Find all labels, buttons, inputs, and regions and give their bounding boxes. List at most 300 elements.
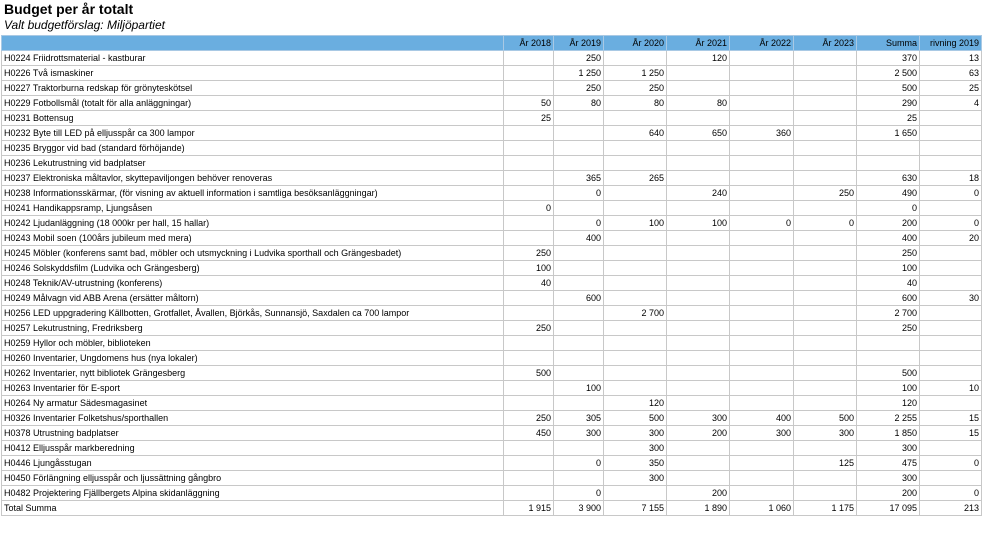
table-cell: 80 bbox=[554, 96, 604, 111]
table-cell: 1 250 bbox=[604, 66, 667, 81]
table-cell bbox=[730, 366, 794, 381]
table-row bbox=[2, 456, 982, 471]
table-cell bbox=[604, 156, 667, 171]
table-cell bbox=[667, 306, 730, 321]
table-cell: 0 bbox=[920, 486, 982, 501]
table-cell: 250 bbox=[504, 246, 554, 261]
table-cell: 350 bbox=[604, 456, 667, 471]
total-cell: 213 bbox=[920, 501, 982, 516]
table-cell: 200 bbox=[667, 486, 730, 501]
table-cell: 15 bbox=[920, 426, 982, 441]
table-cell bbox=[604, 321, 667, 336]
table-cell: 13 bbox=[920, 51, 982, 66]
table-cell bbox=[604, 141, 667, 156]
table-cell bbox=[794, 351, 857, 366]
table-cell: 490 bbox=[857, 186, 920, 201]
table-cell: 630 bbox=[857, 171, 920, 186]
table-row bbox=[2, 336, 982, 351]
page-title: Budget per år totalt bbox=[4, 1, 134, 17]
table-cell bbox=[667, 66, 730, 81]
table-cell bbox=[667, 396, 730, 411]
row-label: H0257 Lekutrustning, Fredriksberg bbox=[2, 321, 504, 336]
table-cell bbox=[504, 381, 554, 396]
table-cell bbox=[920, 276, 982, 291]
table-cell bbox=[730, 351, 794, 366]
table-cell bbox=[667, 291, 730, 306]
table-cell bbox=[504, 471, 554, 486]
table-cell bbox=[730, 276, 794, 291]
row-label: H0241 Handikappsramp, Ljungsåsen bbox=[2, 201, 504, 216]
column-header-2023: År 2023 bbox=[794, 36, 857, 51]
table-row bbox=[2, 201, 982, 216]
table-cell: 1 850 bbox=[857, 426, 920, 441]
table-row bbox=[2, 306, 982, 321]
table-cell bbox=[667, 171, 730, 186]
row-label: H0256 LED uppgradering Källbotten, Grotfallet, Åvallen, Björkås, Sunnansjö, Saxdalen ca 700 lampor bbox=[2, 306, 504, 321]
row-label: H0245 Möbler (konferens samt bad, möbler och utsmyckning i Ludvika sporthall och Grängesbadet) bbox=[2, 246, 504, 261]
column-header-2021: År 2021 bbox=[667, 36, 730, 51]
table-row bbox=[2, 351, 982, 366]
table-cell bbox=[667, 381, 730, 396]
table-cell bbox=[920, 396, 982, 411]
row-label: H0226 Två ismaskiner bbox=[2, 66, 504, 81]
table-row bbox=[2, 81, 982, 96]
table-cell bbox=[857, 336, 920, 351]
table-cell: 300 bbox=[730, 426, 794, 441]
table-cell bbox=[604, 486, 667, 501]
table-cell bbox=[667, 246, 730, 261]
total-cell: 17 095 bbox=[857, 501, 920, 516]
table-cell: 100 bbox=[604, 216, 667, 231]
table-cell bbox=[667, 201, 730, 216]
table-cell bbox=[604, 246, 667, 261]
table-cell: 300 bbox=[604, 441, 667, 456]
column-header-2022: År 2022 bbox=[730, 36, 794, 51]
table-row bbox=[2, 426, 982, 441]
table-cell bbox=[730, 156, 794, 171]
table-cell bbox=[794, 366, 857, 381]
table-row bbox=[2, 396, 982, 411]
table-cell: 15 bbox=[920, 411, 982, 426]
table-cell bbox=[554, 246, 604, 261]
table-cell: 500 bbox=[794, 411, 857, 426]
table-cell bbox=[730, 66, 794, 81]
table-cell: 40 bbox=[504, 276, 554, 291]
total-label: Total Summa bbox=[2, 501, 504, 516]
table-cell bbox=[604, 336, 667, 351]
row-label: H0263 Inventarier för E-sport bbox=[2, 381, 504, 396]
table-cell bbox=[730, 141, 794, 156]
table-row bbox=[2, 231, 982, 246]
table-cell: 2 700 bbox=[604, 306, 667, 321]
table-cell: 300 bbox=[554, 426, 604, 441]
table-cell: 240 bbox=[667, 186, 730, 201]
table-cell: 250 bbox=[857, 246, 920, 261]
table-cell: 250 bbox=[794, 186, 857, 201]
table-cell bbox=[667, 261, 730, 276]
table-cell bbox=[794, 291, 857, 306]
table-row bbox=[2, 246, 982, 261]
table-cell bbox=[730, 261, 794, 276]
table-row bbox=[2, 216, 982, 231]
row-label: H0260 Inventarier, Ungdomens hus (nya lokaler) bbox=[2, 351, 504, 366]
table-cell bbox=[920, 471, 982, 486]
table-cell bbox=[504, 291, 554, 306]
table-cell bbox=[730, 321, 794, 336]
table-cell bbox=[504, 486, 554, 501]
table-cell: 500 bbox=[504, 366, 554, 381]
table-cell bbox=[504, 186, 554, 201]
table-cell bbox=[730, 456, 794, 471]
table-cell: 100 bbox=[857, 261, 920, 276]
table-cell bbox=[554, 351, 604, 366]
row-label: H0227 Traktorburna redskap för grönyteskötsel bbox=[2, 81, 504, 96]
total-cell: 1 890 bbox=[667, 501, 730, 516]
table-cell bbox=[667, 441, 730, 456]
table-header-row bbox=[2, 36, 982, 51]
table-cell: 365 bbox=[554, 171, 604, 186]
row-label: H0248 Teknik/AV-utrustning (konferens) bbox=[2, 276, 504, 291]
table-row bbox=[2, 186, 982, 201]
table-cell bbox=[504, 306, 554, 321]
table-cell: 0 bbox=[920, 186, 982, 201]
table-cell bbox=[794, 126, 857, 141]
total-row bbox=[2, 501, 982, 516]
table-row bbox=[2, 261, 982, 276]
table-cell bbox=[794, 201, 857, 216]
table-cell bbox=[730, 96, 794, 111]
table-cell bbox=[920, 366, 982, 381]
table-row bbox=[2, 66, 982, 81]
table-row bbox=[2, 471, 982, 486]
row-label: H0246 Solskyddsfilm (Ludvika och Grängesberg) bbox=[2, 261, 504, 276]
table-cell bbox=[794, 441, 857, 456]
table-cell bbox=[794, 96, 857, 111]
table-cell bbox=[730, 246, 794, 261]
table-cell bbox=[554, 276, 604, 291]
budget-table bbox=[1, 35, 982, 516]
table-cell bbox=[920, 141, 982, 156]
table-cell bbox=[920, 336, 982, 351]
table-cell bbox=[504, 156, 554, 171]
table-cell bbox=[730, 231, 794, 246]
table-cell: 370 bbox=[857, 51, 920, 66]
table-cell: 20 bbox=[920, 231, 982, 246]
table-cell bbox=[794, 171, 857, 186]
table-cell: 100 bbox=[667, 216, 730, 231]
table-row bbox=[2, 51, 982, 66]
table-cell: 40 bbox=[857, 276, 920, 291]
table-cell: 0 bbox=[504, 201, 554, 216]
table-cell: 80 bbox=[604, 96, 667, 111]
table-cell bbox=[554, 471, 604, 486]
table-cell bbox=[794, 276, 857, 291]
table-cell bbox=[730, 186, 794, 201]
table-cell: 300 bbox=[857, 441, 920, 456]
row-label: H0235 Bryggor vid bad (standard förhöjande) bbox=[2, 141, 504, 156]
table-cell bbox=[920, 156, 982, 171]
table-cell: 475 bbox=[857, 456, 920, 471]
table-row bbox=[2, 411, 982, 426]
budget-proposal-subtitle: Valt budgetförslag: Miljöpartiet bbox=[4, 18, 165, 32]
table-cell bbox=[554, 156, 604, 171]
table-cell: 250 bbox=[504, 411, 554, 426]
table-cell: 120 bbox=[604, 396, 667, 411]
table-cell: 0 bbox=[554, 486, 604, 501]
table-cell: 100 bbox=[504, 261, 554, 276]
table-cell: 0 bbox=[730, 216, 794, 231]
row-label: H0259 Hyllor och möbler, biblioteken bbox=[2, 336, 504, 351]
column-header-2018: År 2018 bbox=[504, 36, 554, 51]
row-label: H0378 Utrustning badplatser bbox=[2, 426, 504, 441]
table-cell bbox=[920, 441, 982, 456]
table-cell bbox=[794, 141, 857, 156]
table-cell bbox=[730, 306, 794, 321]
table-cell: 250 bbox=[604, 81, 667, 96]
column-header-2019: År 2019 bbox=[554, 36, 604, 51]
table-cell bbox=[504, 231, 554, 246]
table-cell bbox=[730, 111, 794, 126]
table-cell bbox=[794, 306, 857, 321]
table-cell bbox=[604, 381, 667, 396]
table-cell: 0 bbox=[554, 216, 604, 231]
table-cell bbox=[730, 81, 794, 96]
table-cell: 600 bbox=[857, 291, 920, 306]
table-cell bbox=[504, 396, 554, 411]
table-row bbox=[2, 276, 982, 291]
table-cell bbox=[554, 261, 604, 276]
table-cell bbox=[794, 336, 857, 351]
table-cell: 1 250 bbox=[554, 66, 604, 81]
table-cell bbox=[504, 216, 554, 231]
table-cell bbox=[794, 321, 857, 336]
column-header-2020: År 2020 bbox=[604, 36, 667, 51]
table-cell bbox=[730, 471, 794, 486]
table-cell bbox=[794, 51, 857, 66]
table-row bbox=[2, 96, 982, 111]
table-cell bbox=[504, 351, 554, 366]
table-cell: 400 bbox=[857, 231, 920, 246]
table-cell: 25 bbox=[857, 111, 920, 126]
table-cell bbox=[730, 201, 794, 216]
table-cell bbox=[667, 81, 730, 96]
total-cell: 3 900 bbox=[554, 501, 604, 516]
table-row bbox=[2, 156, 982, 171]
total-cell: 1 915 bbox=[504, 501, 554, 516]
table-cell bbox=[604, 351, 667, 366]
table-cell bbox=[730, 51, 794, 66]
table-cell: 80 bbox=[667, 96, 730, 111]
table-cell: 10 bbox=[920, 381, 982, 396]
table-row bbox=[2, 111, 982, 126]
table-cell bbox=[554, 111, 604, 126]
table-cell: 0 bbox=[554, 456, 604, 471]
table-cell bbox=[667, 141, 730, 156]
row-label: H0242 Ljudanläggning (18 000kr per hall, 15 hallar) bbox=[2, 216, 504, 231]
table-cell bbox=[920, 351, 982, 366]
total-cell: 7 155 bbox=[604, 501, 667, 516]
table-cell: 18 bbox=[920, 171, 982, 186]
column-header-avskrivning-2019: rivning 2019 bbox=[920, 36, 982, 51]
table-cell bbox=[604, 291, 667, 306]
table-row bbox=[2, 291, 982, 306]
row-label: H0482 Projektering Fjällbergets Alpina skidanläggning bbox=[2, 486, 504, 501]
table-cell bbox=[554, 141, 604, 156]
table-cell bbox=[504, 441, 554, 456]
table-cell bbox=[730, 396, 794, 411]
table-row bbox=[2, 321, 982, 336]
table-cell bbox=[504, 126, 554, 141]
table-cell bbox=[667, 231, 730, 246]
table-cell bbox=[794, 156, 857, 171]
table-cell bbox=[554, 126, 604, 141]
table-cell: 600 bbox=[554, 291, 604, 306]
table-cell bbox=[604, 186, 667, 201]
column-header-summa: Summa bbox=[857, 36, 920, 51]
table-cell: 250 bbox=[554, 51, 604, 66]
total-cell: 1 060 bbox=[730, 501, 794, 516]
table-cell bbox=[604, 201, 667, 216]
table-cell: 0 bbox=[920, 216, 982, 231]
table-cell: 4 bbox=[920, 96, 982, 111]
table-cell: 300 bbox=[604, 426, 667, 441]
table-cell bbox=[604, 51, 667, 66]
table-cell bbox=[794, 81, 857, 96]
table-cell bbox=[920, 261, 982, 276]
table-cell bbox=[604, 111, 667, 126]
table-cell bbox=[794, 486, 857, 501]
table-cell bbox=[667, 321, 730, 336]
table-cell bbox=[667, 456, 730, 471]
table-cell: 1 650 bbox=[857, 126, 920, 141]
table-cell: 0 bbox=[857, 201, 920, 216]
table-cell bbox=[604, 261, 667, 276]
row-label: H0450 Förlängning elljusspår och ljussättning gångbro bbox=[2, 471, 504, 486]
row-label: H0249 Målvagn vid ABB Arena (ersätter måltorn) bbox=[2, 291, 504, 306]
table-cell: 2 500 bbox=[857, 66, 920, 81]
table-cell: 400 bbox=[730, 411, 794, 426]
table-cell: 305 bbox=[554, 411, 604, 426]
table-cell bbox=[730, 486, 794, 501]
table-cell: 360 bbox=[730, 126, 794, 141]
table-cell bbox=[604, 366, 667, 381]
table-cell: 0 bbox=[554, 186, 604, 201]
row-label: H0237 Elektroniska måltavlor, skyttepaviljongen behöver renoveras bbox=[2, 171, 504, 186]
table-cell bbox=[920, 321, 982, 336]
table-cell: 100 bbox=[857, 381, 920, 396]
row-label: H0243 Mobil soen (100års jubileum med mera) bbox=[2, 231, 504, 246]
table-cell: 200 bbox=[857, 216, 920, 231]
total-cell: 1 175 bbox=[794, 501, 857, 516]
table-cell: 300 bbox=[604, 471, 667, 486]
table-cell bbox=[504, 66, 554, 81]
table-cell bbox=[920, 126, 982, 141]
table-cell: 50 bbox=[504, 96, 554, 111]
table-cell bbox=[920, 246, 982, 261]
table-cell: 25 bbox=[504, 111, 554, 126]
table-cell: 265 bbox=[604, 171, 667, 186]
table-cell bbox=[504, 141, 554, 156]
row-label: H0232 Byte till LED på elljusspår ca 300 lampor bbox=[2, 126, 504, 141]
table-row bbox=[2, 486, 982, 501]
table-cell bbox=[794, 66, 857, 81]
table-cell: 450 bbox=[504, 426, 554, 441]
table-cell bbox=[857, 141, 920, 156]
table-cell bbox=[857, 351, 920, 366]
table-cell bbox=[857, 156, 920, 171]
table-cell bbox=[794, 111, 857, 126]
table-cell bbox=[794, 246, 857, 261]
table-cell bbox=[730, 381, 794, 396]
table-cell: 2 255 bbox=[857, 411, 920, 426]
row-label: H0238 Informationsskärmar, (för visning av aktuell information i samtliga besöksanläggningar) bbox=[2, 186, 504, 201]
table-cell bbox=[667, 276, 730, 291]
table-row bbox=[2, 171, 982, 186]
table-cell: 300 bbox=[667, 411, 730, 426]
row-label: H0412 Elljusspår markberedning bbox=[2, 441, 504, 456]
table-cell bbox=[794, 381, 857, 396]
table-cell bbox=[667, 471, 730, 486]
table-row bbox=[2, 141, 982, 156]
table-cell bbox=[920, 111, 982, 126]
table-cell: 0 bbox=[920, 456, 982, 471]
table-cell bbox=[667, 336, 730, 351]
table-cell bbox=[794, 471, 857, 486]
row-label: H0262 Inventarier, nytt bibliotek Grängesberg bbox=[2, 366, 504, 381]
table-cell: 290 bbox=[857, 96, 920, 111]
table-cell bbox=[604, 231, 667, 246]
row-label: H0264 Ny armatur Sädesmagasinet bbox=[2, 396, 504, 411]
table-cell: 250 bbox=[504, 321, 554, 336]
table-cell bbox=[730, 171, 794, 186]
table-row bbox=[2, 441, 982, 456]
column-header-name bbox=[2, 36, 504, 51]
table-cell: 250 bbox=[554, 81, 604, 96]
table-cell bbox=[730, 441, 794, 456]
table-cell: 200 bbox=[857, 486, 920, 501]
table-cell bbox=[667, 366, 730, 381]
table-cell: 2 700 bbox=[857, 306, 920, 321]
row-label: H0326 Inventarier Folketshus/sporthallen bbox=[2, 411, 504, 426]
table-cell bbox=[920, 201, 982, 216]
row-label: H0236 Lekutrustning vid badplatser bbox=[2, 156, 504, 171]
table-cell bbox=[730, 291, 794, 306]
table-cell: 120 bbox=[857, 396, 920, 411]
table-cell: 500 bbox=[604, 411, 667, 426]
table-cell bbox=[794, 231, 857, 246]
row-label: H0231 Bottensug bbox=[2, 111, 504, 126]
table-cell: 200 bbox=[667, 426, 730, 441]
table-cell: 400 bbox=[554, 231, 604, 246]
table-row bbox=[2, 126, 982, 141]
table-row bbox=[2, 381, 982, 396]
table-cell bbox=[554, 201, 604, 216]
table-row bbox=[2, 366, 982, 381]
table-cell bbox=[794, 396, 857, 411]
table-cell: 250 bbox=[857, 321, 920, 336]
row-label: H0224 Friidrottsmaterial - kastburar bbox=[2, 51, 504, 66]
table-cell: 300 bbox=[857, 471, 920, 486]
table-cell: 120 bbox=[667, 51, 730, 66]
table-cell bbox=[554, 396, 604, 411]
table-cell: 0 bbox=[794, 216, 857, 231]
table-cell bbox=[504, 336, 554, 351]
table-cell bbox=[920, 306, 982, 321]
table-cell: 300 bbox=[794, 426, 857, 441]
table-cell bbox=[504, 51, 554, 66]
table-cell bbox=[667, 351, 730, 366]
table-cell bbox=[504, 456, 554, 471]
